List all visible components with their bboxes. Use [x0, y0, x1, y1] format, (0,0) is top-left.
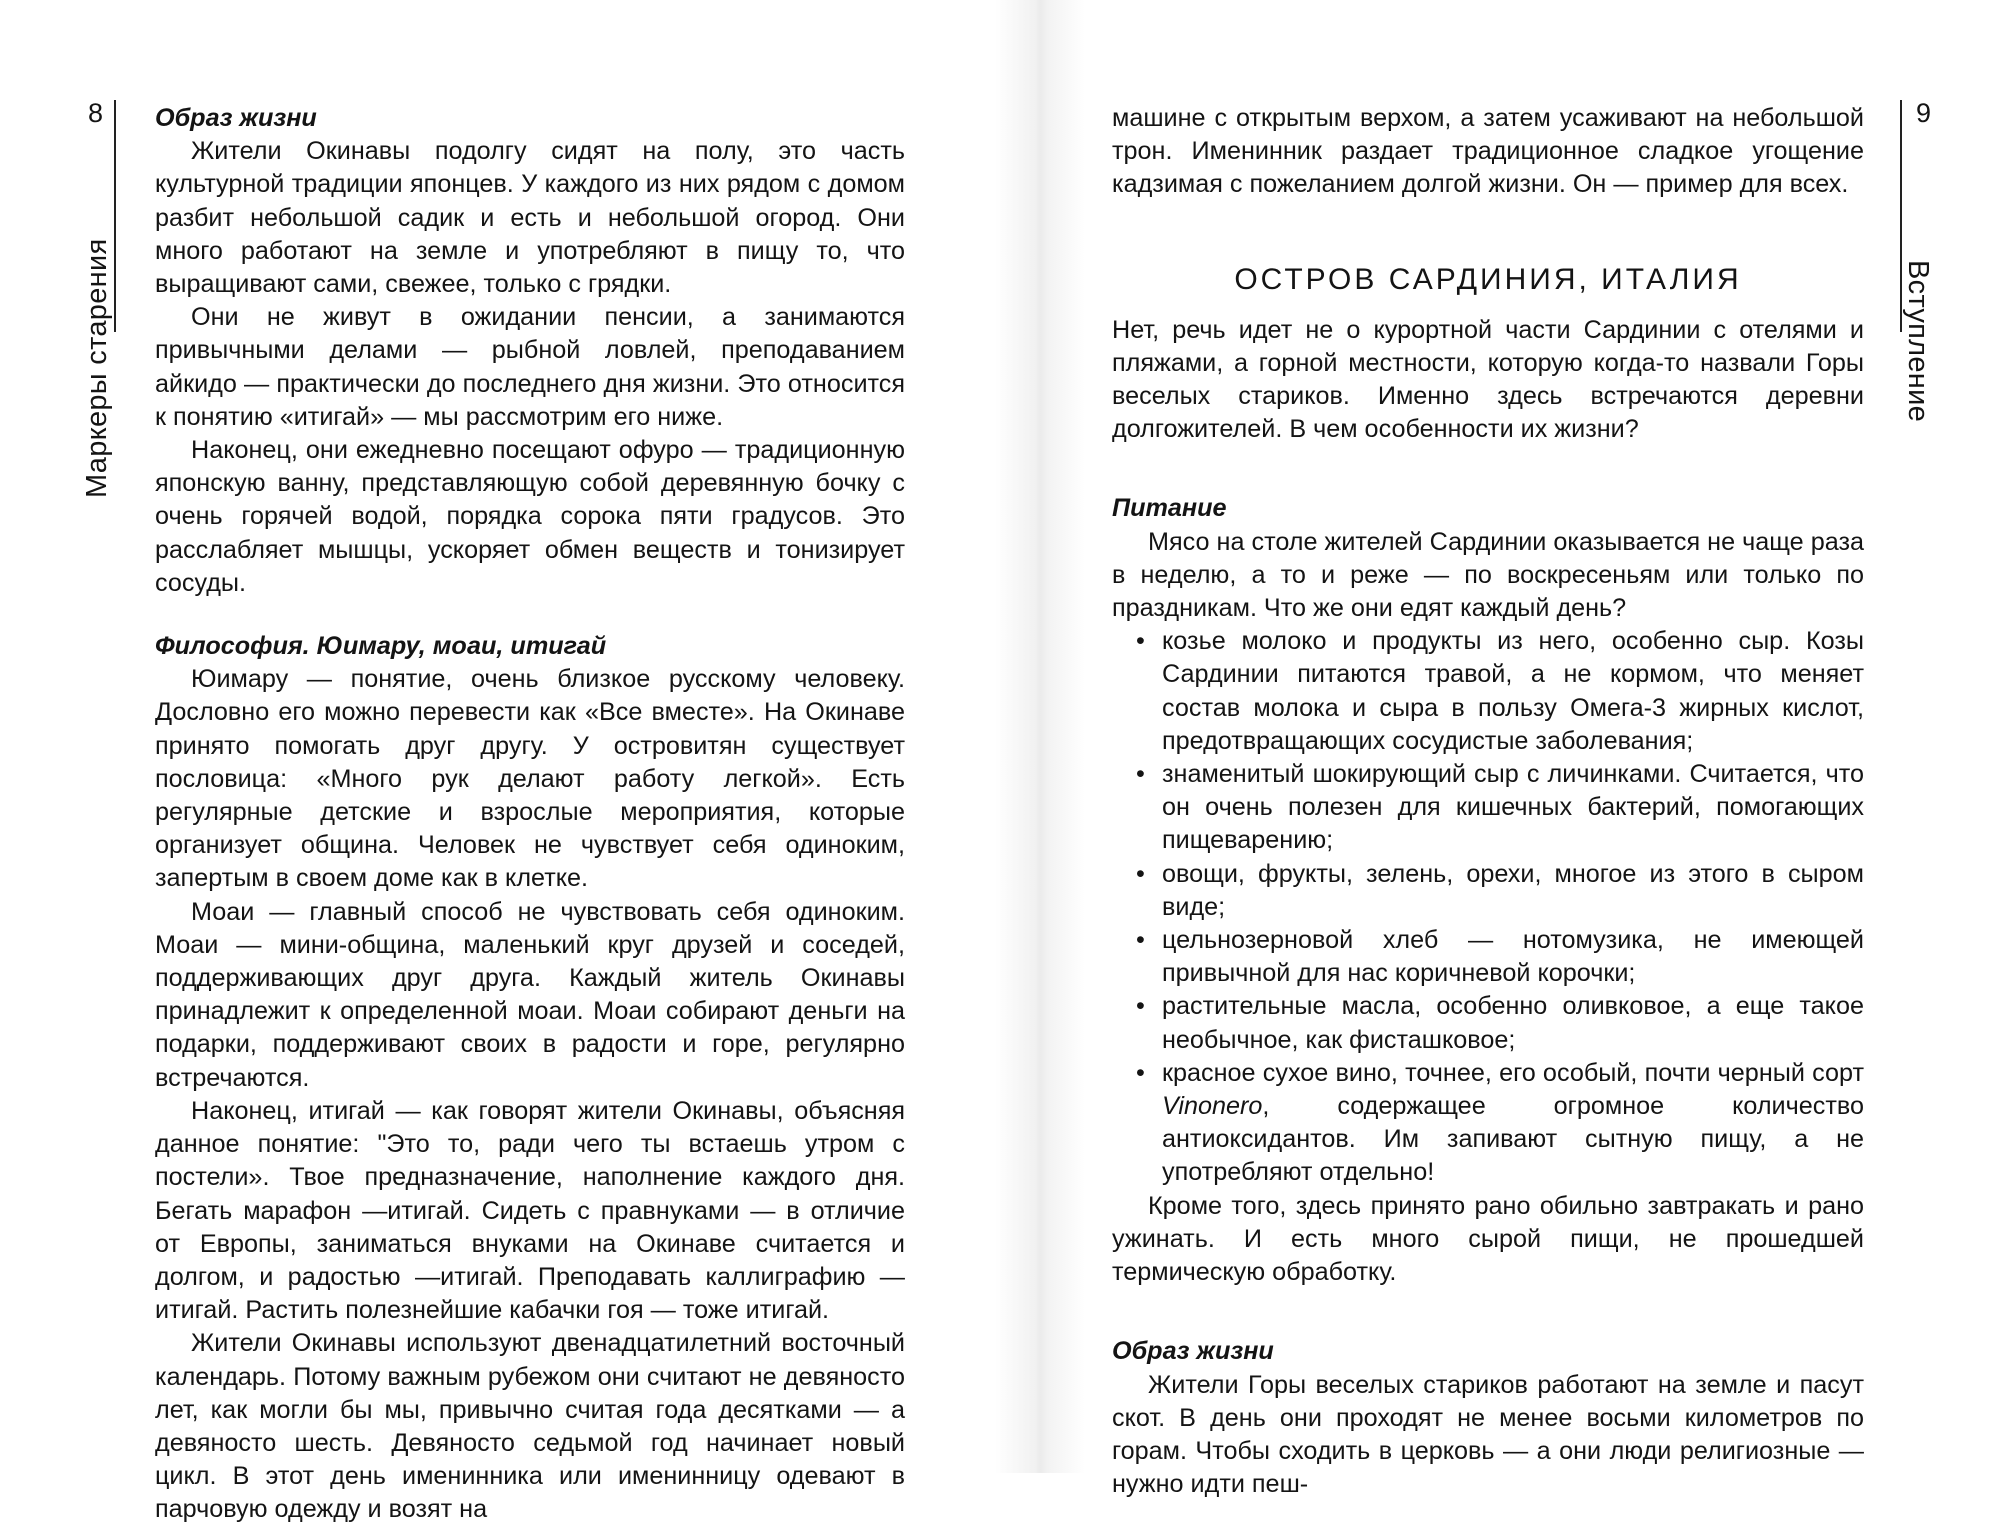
section-heading: Образ жизни: [1112, 1337, 1274, 1366]
bullet-icon: •: [1136, 760, 1145, 789]
left-running-head: Маркеры старения: [81, 238, 113, 498]
paragraph: Кроме того, здесь принято рано обильно завтракать и рано ужинать. И есть много сырой пищи, не прошедшей термическую обработку.: [1112, 1191, 1864, 1287]
paragraph: Они не живут в ожидании пенсии, а занимаются привычными делами — рыбной ловлей, преподаванием айкидо — практически до последнего дня жизни. Это относится к понятию «итигай» — мы рассмотрим его ниже.: [155, 303, 905, 431]
paragraph: Жители Горы веселых стариков работают на земле и пасут скот. В день они проходят не менее восьми километров по горам. Чтобы сходить в церковь — а они люди религиозные — нужно идти пеш-: [1112, 1370, 1864, 1499]
paragraph: Мясо на столе жителей Сардинии оказывается не чаще раза в неделю, а то и реже — по воскресеньям или только по праздникам. Что же они едят каждый день?: [1112, 527, 1864, 623]
list-item: • овощи, фрукты, зелень, орехи, многое из этого в сыром виде;: [1136, 859, 1864, 921]
section-heading: Философия. Юимару, моаи, итигай: [155, 632, 607, 661]
section-heading: Питание: [1112, 494, 1227, 523]
paragraph: Моаи — главный способ не чувствовать себя одиноким. Моаи — мини-община, маленький круг друзей и соседей, поддерживающих друг друга. Каждый житель Окинавы принадлежит к определенной моаи. Моаи собирают деньги на подарки, поддерживают своих в радости и горе, регулярно встречаются.: [155, 897, 905, 1092]
chapter-section-title: ОСТРОВ САРДИНИЯ, ИТАЛИЯ: [1234, 262, 1742, 296]
paragraph: Жители Окинавы используют двенадцатилетний восточный календарь. Потому важным рубежом они считают не девяносто лет, как могли бы мы, привычно считая года десятками — а девяносто шесть. Девяносто седьмой год начинает новый цикл. В этот день именинника или именинницу одевают в парчовую одежду и возят на: [155, 1329, 905, 1524]
italic-term: Vinonero: [1162, 1092, 1263, 1121]
left-text-column: [155, 102, 905, 1527]
list-item: • цельнозерновой хлеб — нотомузика, не имеющей привычной для нас коричневой корочки;: [1136, 926, 1864, 988]
paragraph: Нет, речь идет не о курортной части Сардинии с отелями и пляжами, а горной местности, которую когда-то назвали Горы веселых стариков. Именно здесь встречаются деревни долгожителей. В чем особенности их жизни?: [1112, 315, 1864, 444]
paragraph: Наконец, итигай — как говорят жители Окинавы, объясняя данное понятие: "Это то, ради чего ты встаешь утром с постели». Твое предназначение, наполнение каждого дня. Бегать марафон —итигай. Сидеть с правнуками — в отличие от Европы, заниматься внуками на Окинаве считается и долгом, и радостью —итигай. Преподавать каллиграфию — итигай. Растить полезнейшие кабачки гоя — тоже итигай.: [155, 1096, 905, 1325]
paragraph: Наконец, они ежедневно посещают офуро — традиционную японскую ванну, представляющую собой деревянную бочку с очень горячей водой, порядка сорока пяти градусов. Это расслабляет мышцы, ускоряет обмен веществ и тонизирует сосуды.: [155, 436, 905, 597]
list-item: • красное сухое вино, точнее, его особый, почти черный сорт Vinonero, содержащее огромное количество антиоксидантов. Им запивают сытную пищу, а не употребляют отдельно!: [1136, 1058, 1864, 1187]
list-item: • козье молоко и продукты из него, особенно сыр. Козы Сардинии питаются травой, а не кормом, что меняет состав молока и сыра в пользу Омега-3 жирных кислот, предотвращающих сосудистые заболевания;: [1136, 627, 1864, 755]
right-running-head: Вступление: [1902, 260, 1934, 423]
list-item: • растительные масла, особенно оливковое, а еще такое необычное, как фисташковое;: [1136, 992, 1864, 1054]
bullet-icon: •: [1136, 1058, 1145, 1087]
right-page-number: 9: [1916, 98, 1932, 128]
left-page-number: 8: [88, 98, 104, 128]
bullet-icon: •: [1136, 926, 1145, 955]
bullet-list: [1112, 625, 1864, 1189]
section-heading: Образ жизни: [155, 104, 317, 132]
right-text-column: [1112, 102, 1864, 1501]
list-item: • знаменитый шокирующий сыр с личинками. Считается, что он очень полезен для кишечных бактерий, помогающих пищеварению;: [1136, 760, 1864, 855]
book-gutter: [995, 0, 1085, 1473]
paragraph: Юимару — понятие, очень близкое русскому человеку. Дословно его можно перевести как «Все вместе». На Окинаве принято помогать друг другу. У островитян существует пословица: «Много рук делают работу легкой». Есть регулярные детские и взрослые мероприятия, которые организует община. Человек не чувствует себя одиноким, запертым в своем доме как в клетке.: [155, 665, 905, 893]
bullet-icon: •: [1136, 992, 1145, 1021]
paragraph: машине с открытым верхом, а затем усаживают на небольшой трон. Именинник раздает традиционное сладкое угощение кадзимая с пожеланием долгой жизни. Он — пример для всех.: [1112, 104, 1864, 199]
bullet-icon: •: [1136, 627, 1145, 656]
left-margin-rule: [114, 100, 116, 332]
paragraph: Жители Окинавы подолгу сидят на полу, это часть культурной традиции японцев. У каждого из них рядом с домом разбит небольшой садик и есть и небольшой огород. Они много работают на земле и употребляют в пищу то, что выращивают сами, свежее, только с грядки.: [155, 137, 905, 299]
bullet-icon: •: [1136, 859, 1145, 888]
